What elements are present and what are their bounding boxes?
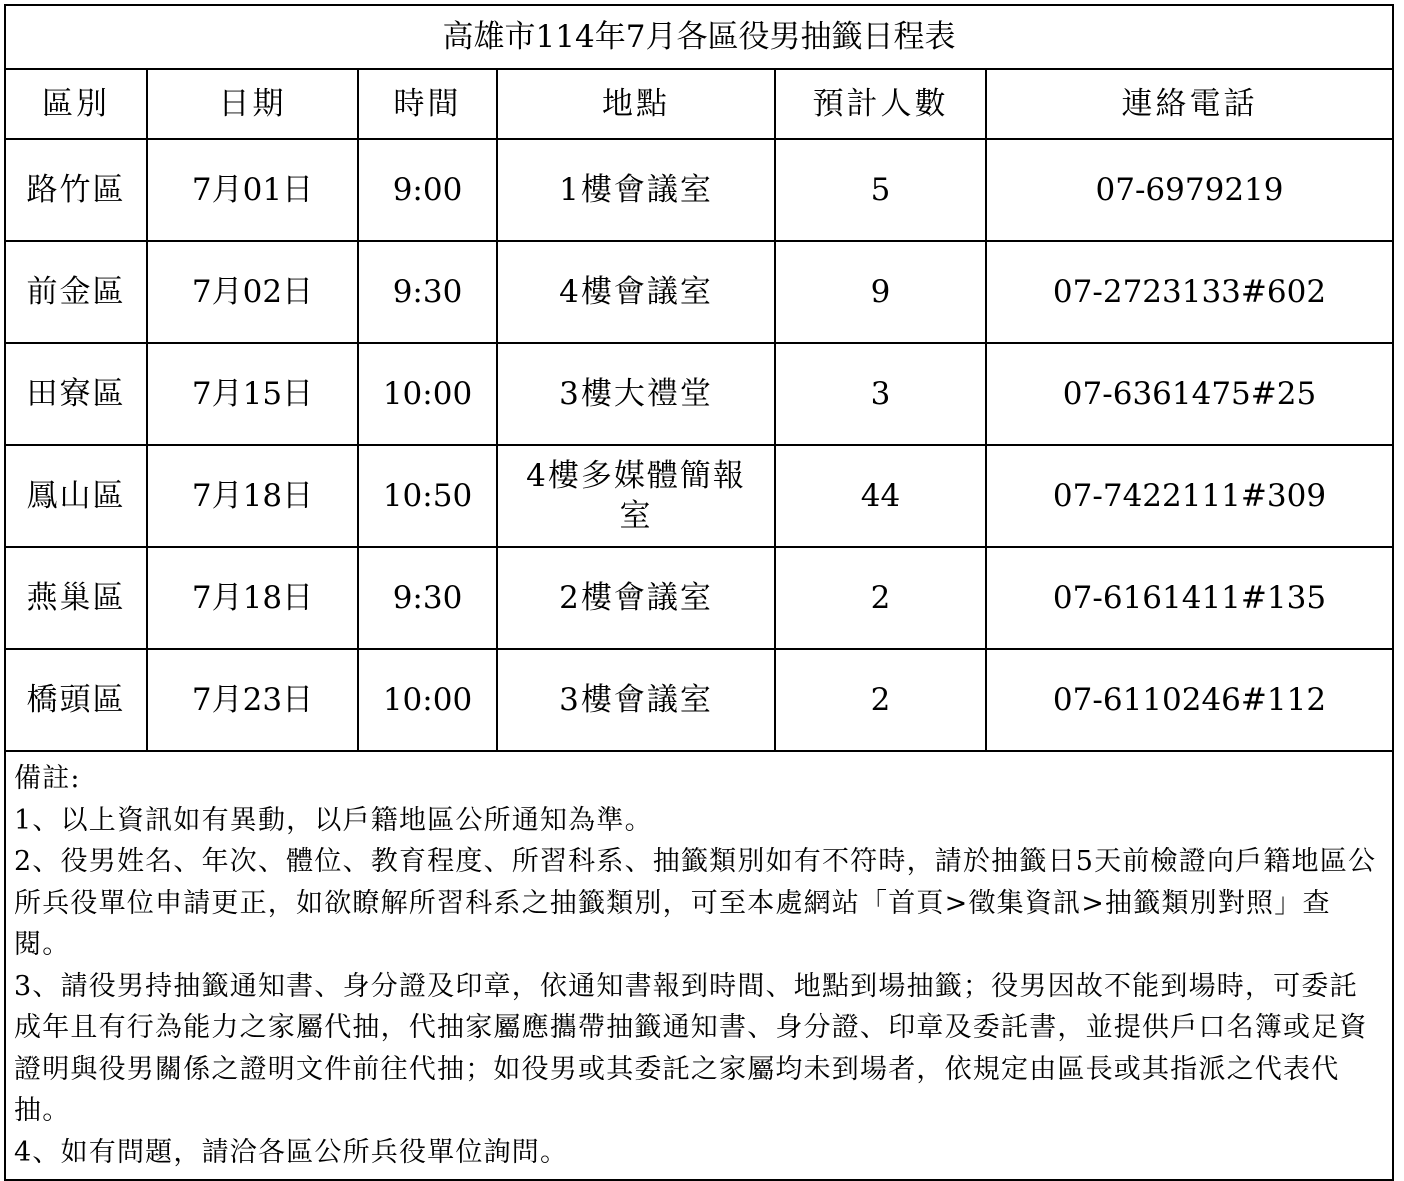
cell-time: 9:30 (358, 241, 497, 343)
cell-date: 7月18日 (147, 445, 358, 547)
note-item-3: 3、請役男持抽籤通知書、身分證及印章，依通知書報到時間、地點到場抽籤；役男因故不能到場時，可委託成年且有行為能力之家屬代抽，代抽家屬應攜帶抽籤通知書、身分證、印章及委託書，並提供戶口名簿或足資證明與役男關係之證明文件前往代抽；如役男或其委託之家屬均未到場者，依規定由區長或其指派之代表代抽。 (14, 970, 1368, 1126)
cell-date: 7月01日 (147, 139, 358, 241)
cell-time: 9:00 (358, 139, 497, 241)
cell-time: 10:00 (358, 649, 497, 751)
cell-expected-count: 9 (775, 241, 986, 343)
cell-district: 田寮區 (6, 343, 147, 445)
title-row (6, 6, 1392, 69)
cell-district: 橋頭區 (6, 649, 147, 751)
cell-phone: 07-6110246#112 (986, 649, 1392, 751)
cell-expected-count: 44 (775, 445, 986, 547)
cell-expected-count: 2 (775, 547, 986, 649)
cell-expected-count: 3 (775, 343, 986, 445)
header-date: 日期 (147, 69, 358, 139)
cell-date: 7月15日 (147, 343, 358, 445)
table-row (6, 649, 1392, 751)
cell-time: 9:30 (358, 547, 497, 649)
notes-section (6, 752, 1392, 1179)
table-row (6, 241, 1392, 343)
header-row (6, 69, 1392, 139)
cell-district: 燕巢區 (6, 547, 147, 649)
cell-location: 3樓大禮堂 (497, 343, 775, 445)
header-district: 區別 (6, 69, 147, 139)
note-item-4: 4、如有問題，請洽各區公所兵役單位詢問。 (14, 1136, 569, 1168)
cell-expected-count: 5 (775, 139, 986, 241)
header-expected-count: 預計人數 (775, 69, 986, 139)
note-item-2: 2、役男姓名、年次、體位、教育程度、所習科系、抽籤類別如有不符時，請於抽籤日5天前檢證向戶籍地區公所兵役單位申請更正，如欲瞭解所習科系之抽籤類別，可至本處網站「首頁>徵集資訊>抽籤類別對照」查閱。 (14, 846, 1377, 960)
header-location: 地點 (497, 69, 775, 139)
cell-date: 7月23日 (147, 649, 358, 751)
cell-location: 4樓多媒體簡報室 (497, 445, 775, 547)
cell-district: 路竹區 (6, 139, 147, 241)
schedule-sheet (4, 4, 1394, 1181)
table-row (6, 139, 1392, 241)
cell-date: 7月18日 (147, 547, 358, 649)
cell-location: 3樓會議室 (497, 649, 775, 751)
header-time: 時間 (358, 69, 497, 139)
header-phone: 連絡電話 (986, 69, 1392, 139)
table-row (6, 445, 1392, 547)
cell-phone: 07-2723133#602 (986, 241, 1392, 343)
cell-phone: 07-6979219 (986, 139, 1392, 241)
table-row (6, 343, 1392, 445)
schedule-table (6, 6, 1392, 752)
note-item-1: 1、以上資訊如有異動，以戶籍地區公所通知為準。 (14, 804, 653, 836)
cell-location: 4樓會議室 (497, 241, 775, 343)
cell-location: 1樓會議室 (497, 139, 775, 241)
cell-district: 前金區 (6, 241, 147, 343)
cell-phone: 07-6361475#25 (986, 343, 1392, 445)
table-title: 高雄市114年7月各區役男抽籤日程表 (6, 6, 1392, 69)
cell-time: 10:50 (358, 445, 497, 547)
cell-date: 7月02日 (147, 241, 358, 343)
cell-phone: 07-6161411#135 (986, 547, 1392, 649)
cell-expected-count: 2 (775, 649, 986, 751)
table-row (6, 547, 1392, 649)
notes-heading: 備註: (14, 763, 81, 794)
cell-district: 鳳山區 (6, 445, 147, 547)
cell-location: 2樓會議室 (497, 547, 775, 649)
cell-time: 10:00 (358, 343, 497, 445)
cell-phone: 07-7422111#309 (986, 445, 1392, 547)
